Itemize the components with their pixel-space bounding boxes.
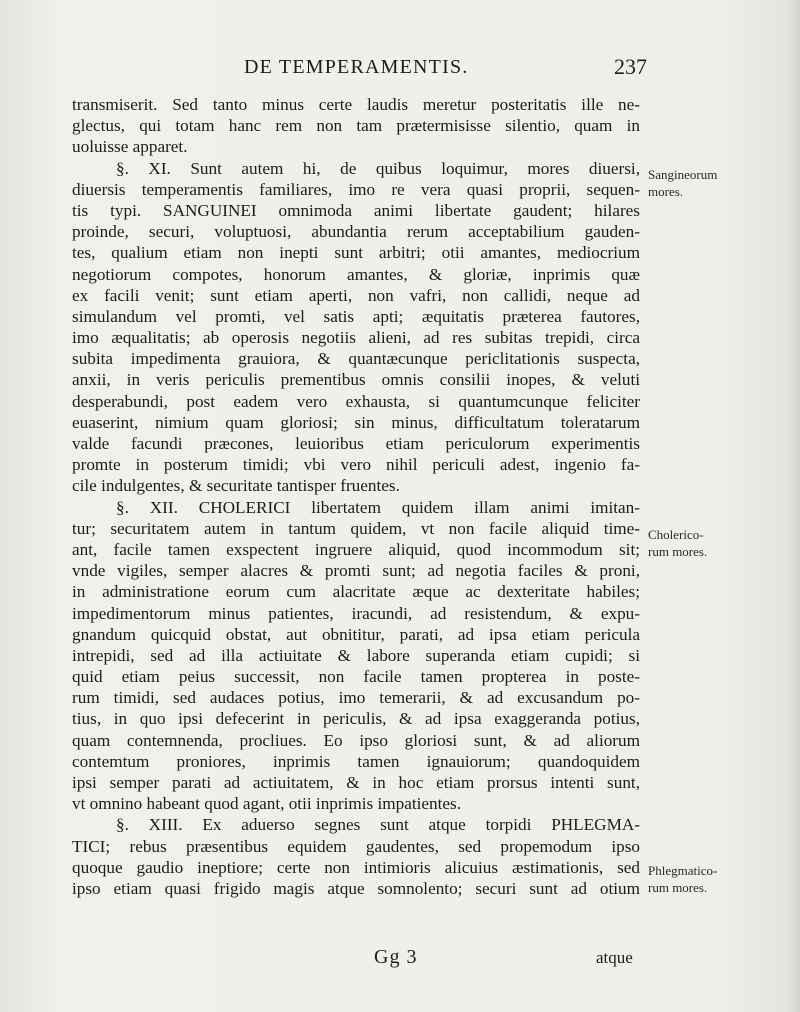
text-line: ex facili venit; sunt etiam aperti, non vafri, non callidi, neque ad [72,285,640,305]
text-line: valde facundi præcones, leuioribus etiam periculorum experimentis [72,434,640,453]
text-line: euaserint, nimium quam gloriosi; sin minus, difficultatum toleratarum [72,412,640,432]
text-line: gnandum quicquid obstat, aut obnititur, parati, ad ipsa etiam pericula [72,624,640,644]
body-text [72,94,640,899]
text-line: diuersis temperamentis familiares, imo re vera quasi proprii, sequen- [72,179,640,199]
page-number: 237 [614,54,647,79]
catchword: atque [596,948,633,967]
sidenote-choleric [648,526,798,560]
text-line: vnde vigiles, semper alacres & promti sunt; ad negotia faciles & proni, [72,561,640,581]
page-header [0,52,800,82]
text-line: rum timidi, sed audaces potius, imo temerarii, & ad excusandum po- [72,688,640,708]
sidenote-line: rum mores. [648,544,708,559]
text-line: ant, facile tamen exspectent ingruere aliquid, quod incommodum sit; [72,539,640,559]
section-xiii-heading-line: §. XIII. Ex aduerso segnes sunt atque torpidi PHLEGMA- [116,815,640,835]
text-line: quam contemnenda, procliues. Eo ipso gloriosi sunt, & ad aliorum [72,730,640,750]
text-line: tius, in quo ipsi defecerint in periculis, & ad ipsa exaggeranda potius, [72,709,640,729]
sidenote-line: Cholerico- [648,527,704,542]
signature-mark: Gg 3 [374,946,418,968]
text-line: cile indulgentes, & securitate tantisper fruentes. [72,476,400,496]
sidenote-line: Sangineorum [648,167,718,182]
text-line: tur; securitatem autem in tantum quidem, vt non facile aliquid time- [72,518,640,538]
text-line: glectus, qui totam hanc rem non tam prætermisisse silentio, quam in [72,116,640,136]
text-line: in administratione eorum cum alacritate æque ac dexteritate habiles; [72,582,640,602]
text-line: TICI; rebus præsentibus equidem gaudentes, sed propemodum ipso [72,836,640,856]
section-xi-heading-line: §. XI. Sunt autem hi, de quibus loquimur, mores diuersi, [116,158,640,178]
text-line: impedimentorum minus patientes, iracundi, ad resistendum, & expu- [72,603,640,623]
text-line: contemtum proniores, inprimis tamen ignauiorum; quandoquidem [72,751,640,771]
text-line: anxii, in veris periculis prementibus omnis consilii inopes, & veluti [72,370,640,390]
text-line: desperabundi, post eadem vero exhausta, si quantumcunque feliciter [72,391,640,411]
text-line: quoque gaudio ineptiore; certe non intimioris alicuius æstimationis, sed [72,857,640,877]
text-line: transmiserit. Sed tanto minus certe laudis meretur posteritatis ille ne- [72,95,640,114]
page-edge-shadow [786,0,800,1012]
text-line: simulandum vel promti, vel satis apti; æquitatis præterea fautores, [72,306,640,326]
text-line: tis typi. SANGUINEI omnimoda animi libertate gaudent; hilares [72,200,640,220]
text-line: subita impedimenta grauiora, & quantæcunque periclitationis suspecta, [72,349,640,369]
text-line: proinde, securi, voluptuosi, abundantia rerum acceptabilium gauden- [72,222,640,242]
text-line: negotiorum compotes, honorum amantes, & gloriæ, inprimis quæ [72,264,640,284]
sidenote-line: Phlegmatico- [648,863,718,878]
text-line: intrepidi, sed ad illa actiuitate & labore superanda etiam cupidi; si [72,645,640,665]
text-line: quid etiam peius successit, non facile tamen propterea in poste- [72,667,640,687]
sidenote-sanguine [648,166,798,200]
text-line: ipso etiam quasi frigido magis atque somnolento; securi sunt ad otium [72,878,640,898]
sidenote-phlegmatic [648,862,798,896]
text-line: promte in posterum timidi; vbi vero nihil periculi adest, ingenio fa- [72,455,640,475]
text-line: imo æqualitatis; ab operosis negotiis alieni, ad res subitas trepidi, circa [72,328,640,348]
sidenote-line: rum mores. [648,880,708,895]
text-line: tes, qualium etiam non inepti sunt arbitri; otii amantes, mediocrium [72,243,640,263]
running-title: DE TEMPERAMENTIS. [244,56,469,78]
text-line: ipsi semper parati ad actiuitatem, & in hoc etiam prorsus intenti sunt, [72,773,640,792]
sidenote-line: mores. [648,184,684,199]
section-xii-heading-line: §. XII. CHOLERICI libertatem quidem illam animi imitan- [116,497,640,517]
text-line: uoluisse apparet. [72,137,188,157]
text-line: vt omnino habeant quod agant, otii inprimis impatientes. [72,794,462,814]
